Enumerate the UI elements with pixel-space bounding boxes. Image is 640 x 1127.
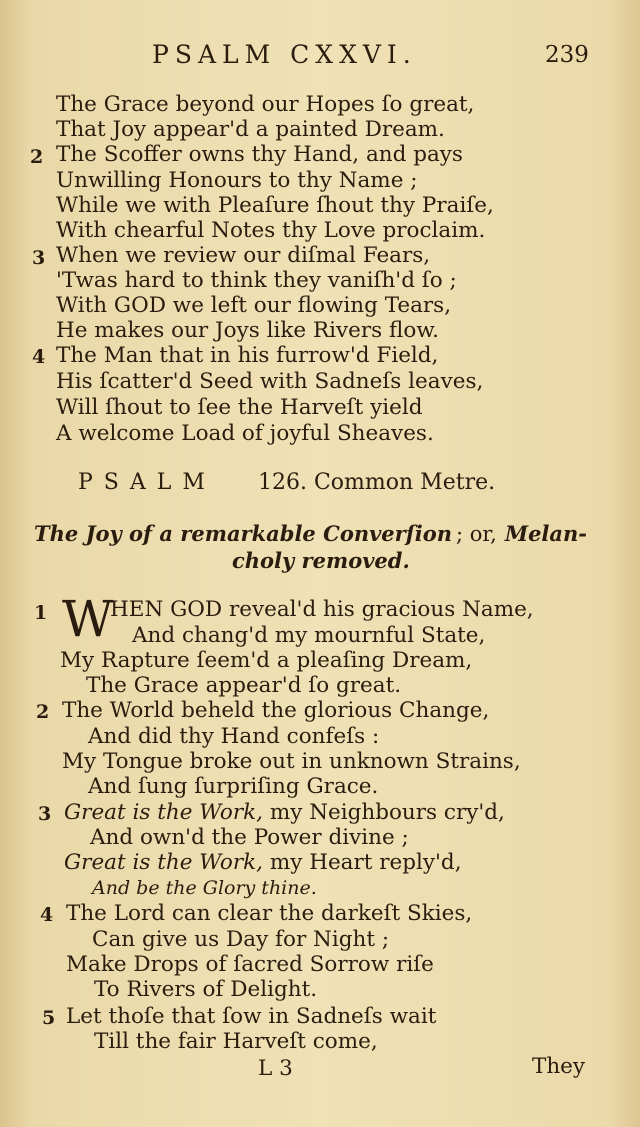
verse-line: And ſung ſurpriſing Grace. <box>88 774 379 799</box>
verse-line: With chearful Notes thy Love proclaim. <box>56 218 486 243</box>
verse-line: And did thy Hand confeſs : <box>88 724 380 749</box>
verse-line: My Tongue broke out in unknown Strains, <box>62 749 521 774</box>
verse-number: 3 <box>38 803 52 825</box>
verse-line: And own'd the Power divine ; <box>90 825 409 850</box>
verse-line: My Rapture ſeem'd a pleaſing Dream, <box>60 648 473 673</box>
verse-line: The Scoffer owns thy Hand, and pays <box>56 142 463 167</box>
verse-line <box>64 850 462 876</box>
verse-number: 2 <box>30 146 44 168</box>
verse-number: 1 <box>34 602 48 624</box>
verse-line: And chang'd my mournful State, <box>132 623 486 648</box>
subtitle-part: ; or, <box>456 522 497 546</box>
verse-line: Unwilling Honours to thy Name ; <box>56 168 418 193</box>
verse-line: While we with Pleaſure ſhout thy Praiſe, <box>56 193 494 218</box>
verse-line: Will ſhout to ſee the Harveſt yield <box>56 395 423 420</box>
verse-line-rest: my Neighbours cry'd, <box>269 800 505 825</box>
psalm-subtitle <box>34 521 587 546</box>
verse-line: Let thoſe that ſow in Sadneſs wait <box>66 1004 437 1029</box>
verse-line: Till the fair Harveſt come, <box>94 1029 378 1054</box>
verse-line: Can give us Day for Night ; <box>92 927 390 952</box>
verse-line: HEN GOD reveal'd his gracious Name, <box>110 597 534 622</box>
verse-line: The Man that in his furrow'd Field, <box>56 343 439 368</box>
subtitle-part: Melan- <box>504 521 588 546</box>
page-number: 239 <box>545 42 589 68</box>
verse-number: 4 <box>32 346 46 368</box>
running-title: PSALM CXXVI. <box>152 40 417 69</box>
verse-line: The Grace appear'd ſo great. <box>86 673 402 698</box>
psalm-subtitle-cont: choly removed. <box>232 548 410 573</box>
verse-number: 4 <box>40 904 54 926</box>
verse-line: To Rivers of Delight. <box>94 977 318 1002</box>
verse-line: A welcome Load of joyful Sheaves. <box>56 421 434 446</box>
verse-number: 5 <box>42 1007 56 1029</box>
verse-line: With GOD we left our flowing Tears, <box>56 293 452 318</box>
verse-line: And be the Glory thine. <box>92 877 317 899</box>
subtitle-part: The Joy of a remarkable Converſion <box>34 521 453 546</box>
psalm-metre: 126. Common Metre. <box>258 470 496 495</box>
italic-phrase: Great is the Work, <box>64 800 263 825</box>
verse-line: 'Twas hard to think they vaniſh'd ſo ; <box>56 268 457 293</box>
verse-line-rest: my Heart reply'd, <box>269 850 462 875</box>
verse-line: The Lord can clear the darkeſt Skies, <box>66 901 473 926</box>
drop-cap: W <box>62 590 114 648</box>
verse-line: The Grace beyond our Hopes ſo great, <box>56 92 475 117</box>
verse-number: 2 <box>36 701 50 723</box>
verse-line <box>64 800 505 826</box>
verse-number: 3 <box>32 247 46 269</box>
catchword: They <box>532 1054 586 1079</box>
italic-phrase: Great is the Work, <box>64 850 263 875</box>
verse-line: He makes our Joys like Rivers flow. <box>56 318 440 343</box>
verse-line: When we review our diſmal Fears, <box>56 243 431 268</box>
verse-line: The World beheld the glorious Change, <box>62 698 490 723</box>
psalm-title: PSALM <box>78 470 216 495</box>
verse-line: That Joy appear'd a painted Dream. <box>56 117 445 142</box>
signature-mark: L 3 <box>258 1056 293 1081</box>
verse-line: His ſcatter'd Seed with Sadneſs leaves, <box>56 369 484 394</box>
verse-line: Make Drops of ſacred Sorrow riſe <box>66 952 434 977</box>
